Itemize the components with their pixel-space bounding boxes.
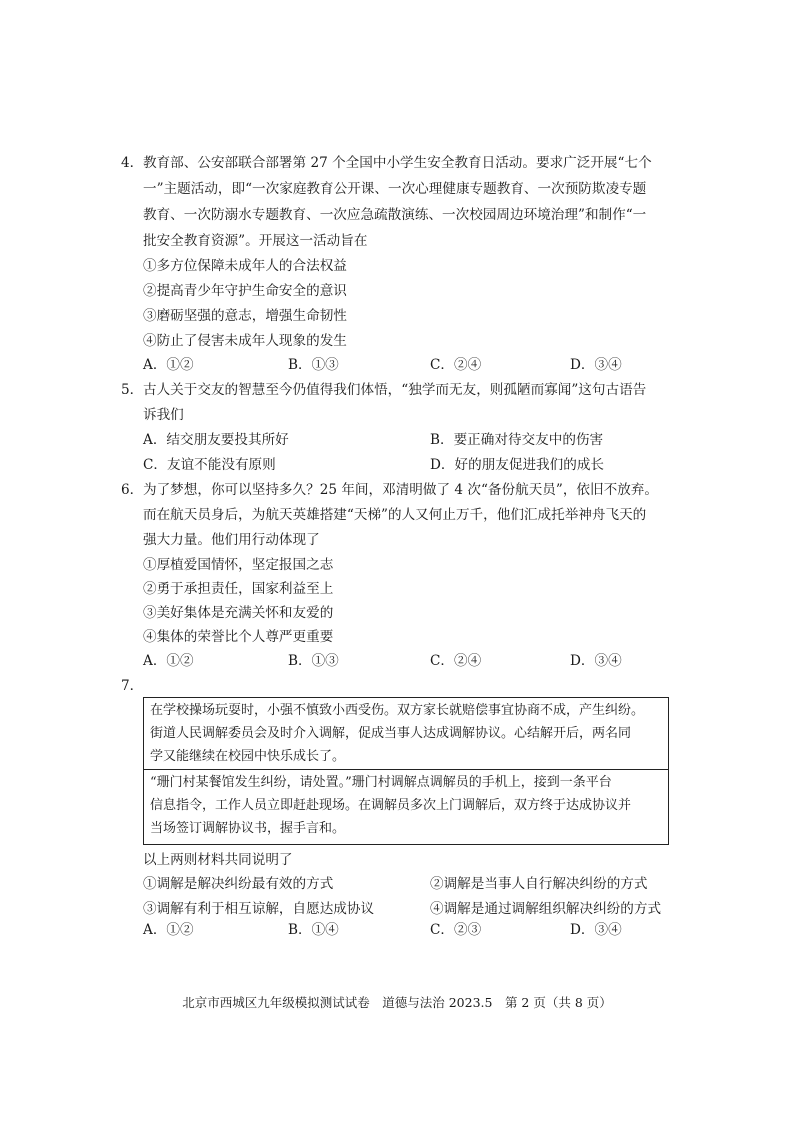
option-d[interactable]: D．好的朋友促进我们的成长 (430, 457, 605, 473)
option-a[interactable]: A．结交朋友要投其所好 (143, 432, 289, 448)
question-text-line: 为了梦想，你可以坚持多久？25 年间，邓清明做了 4 次“备份航天员”，依旧不放弃。 (143, 482, 658, 498)
option-d[interactable]: D．③④ (570, 357, 622, 373)
option-a[interactable]: A．①② (143, 922, 194, 938)
option-b[interactable]: B．①③ (288, 357, 339, 373)
option-c[interactable]: C．②③ (430, 922, 482, 938)
question-number: 7． (121, 678, 144, 694)
question-stem: 以上两则材料共同说明了 (143, 852, 293, 868)
question-text-line: 而在航天员身后，为航天英雄搭建“天梯”的人又何止万千，他们汇成托举神舟飞天的 (143, 507, 647, 523)
material-2-line: 信息指令，工作人员立即赶赴现场。在调解员多次上门调解后，双方终于达成协议并 (150, 798, 632, 813)
statement-item: ②提高青少年守护生命安全的意识 (143, 283, 347, 299)
statement-item: ①厚植爱国情怀，坚定报国之志 (143, 557, 334, 573)
option-a[interactable]: A．①② (143, 357, 194, 373)
statement-item: ④防止了侵害未成年人现象的发生 (143, 333, 347, 349)
question-text-line: 教育部、公安部联合部署第 27 个全国中小学生安全教育日活动。要求广泛开展“七个 (143, 155, 652, 171)
option-c[interactable]: C．②④ (430, 357, 482, 373)
question-text-line: 批安全教育资源”。开展这一活动旨在 (143, 233, 368, 249)
question-text-line: 强大力量。他们用行动体现了 (143, 532, 320, 548)
option-a[interactable]: A．①② (143, 653, 194, 669)
material-2-line: 当场签订调解协议书，握手言和。 (150, 821, 346, 836)
page-footer: 北京市西城区九年级模拟测试试卷 道德与法治 2023.5 第 2 页（共 8 页） (182, 995, 612, 1010)
question-number: 6． (121, 482, 144, 498)
option-b[interactable]: B．要正确对待交友中的伤害 (430, 432, 604, 448)
statement-item: ④集体的荣誉比个人尊严更重要 (143, 629, 334, 645)
statement-item: ③美好集体是充满关怀和友爱的 (143, 605, 334, 621)
statement-item: ①多方位保障未成年人的合法权益 (143, 258, 347, 274)
material-2-line: “珊门村某餐馆发生纠纷，请处置。”珊门村调解点调解员的手机上，接到一条平台 (150, 775, 612, 790)
option-c[interactable]: C．②④ (430, 653, 482, 669)
option-c[interactable]: C．友谊不能没有原则 (143, 457, 276, 473)
question-text-line: 教育、一次防溺水专题教育、一次应急疏散演练、一次校园周边环境治理”和制作“一 (143, 207, 647, 223)
option-d[interactable]: D．③④ (570, 653, 622, 669)
statement-item: ③调解有利于相互谅解，自愿达成协议 (143, 901, 375, 917)
question-text-line: 古人关于交友的智慧至今仍值得我们体悟，“独学而无友，则孤陋而寡闻”这句古语告 (143, 382, 647, 398)
question-number: 5． (121, 382, 144, 398)
statement-item: ①调解是解决纠纷最有效的方式 (143, 876, 334, 892)
option-d[interactable]: D．③④ (570, 922, 622, 938)
material-1-line: 街道人民调解委员会及时介入调解，促成当事人达成调解协议。心结解开后，两名同 (150, 726, 632, 741)
material-box (143, 697, 669, 845)
material-1-line: 学又能继续在校园中快乐成长了。 (150, 749, 346, 764)
question-text-line: 诉我们 (143, 407, 184, 423)
question-number: 4． (121, 155, 144, 171)
statement-item: ②调解是当事人自行解决纠纷的方式 (430, 876, 648, 892)
statement-item: ③磨砺坚强的意志，增强生命韧性 (143, 308, 347, 324)
question-text-line: 一”主题活动，即“一次家庭教育公开课、一次心理健康专题教育、一次预防欺凌专题 (143, 181, 647, 197)
option-b[interactable]: B．①④ (288, 922, 339, 938)
statement-item: ④调解是通过调解组织解决纠纷的方式 (430, 901, 662, 917)
material-divider (143, 769, 669, 770)
material-1-line: 在学校操场玩耍时，小强不慎致小西受伤。双方家长就赔偿事宜协商不成，产生纠纷。 (150, 703, 645, 718)
statement-item: ②勇于承担责任，国家利益至上 (143, 581, 334, 597)
option-b[interactable]: B．①③ (288, 653, 339, 669)
